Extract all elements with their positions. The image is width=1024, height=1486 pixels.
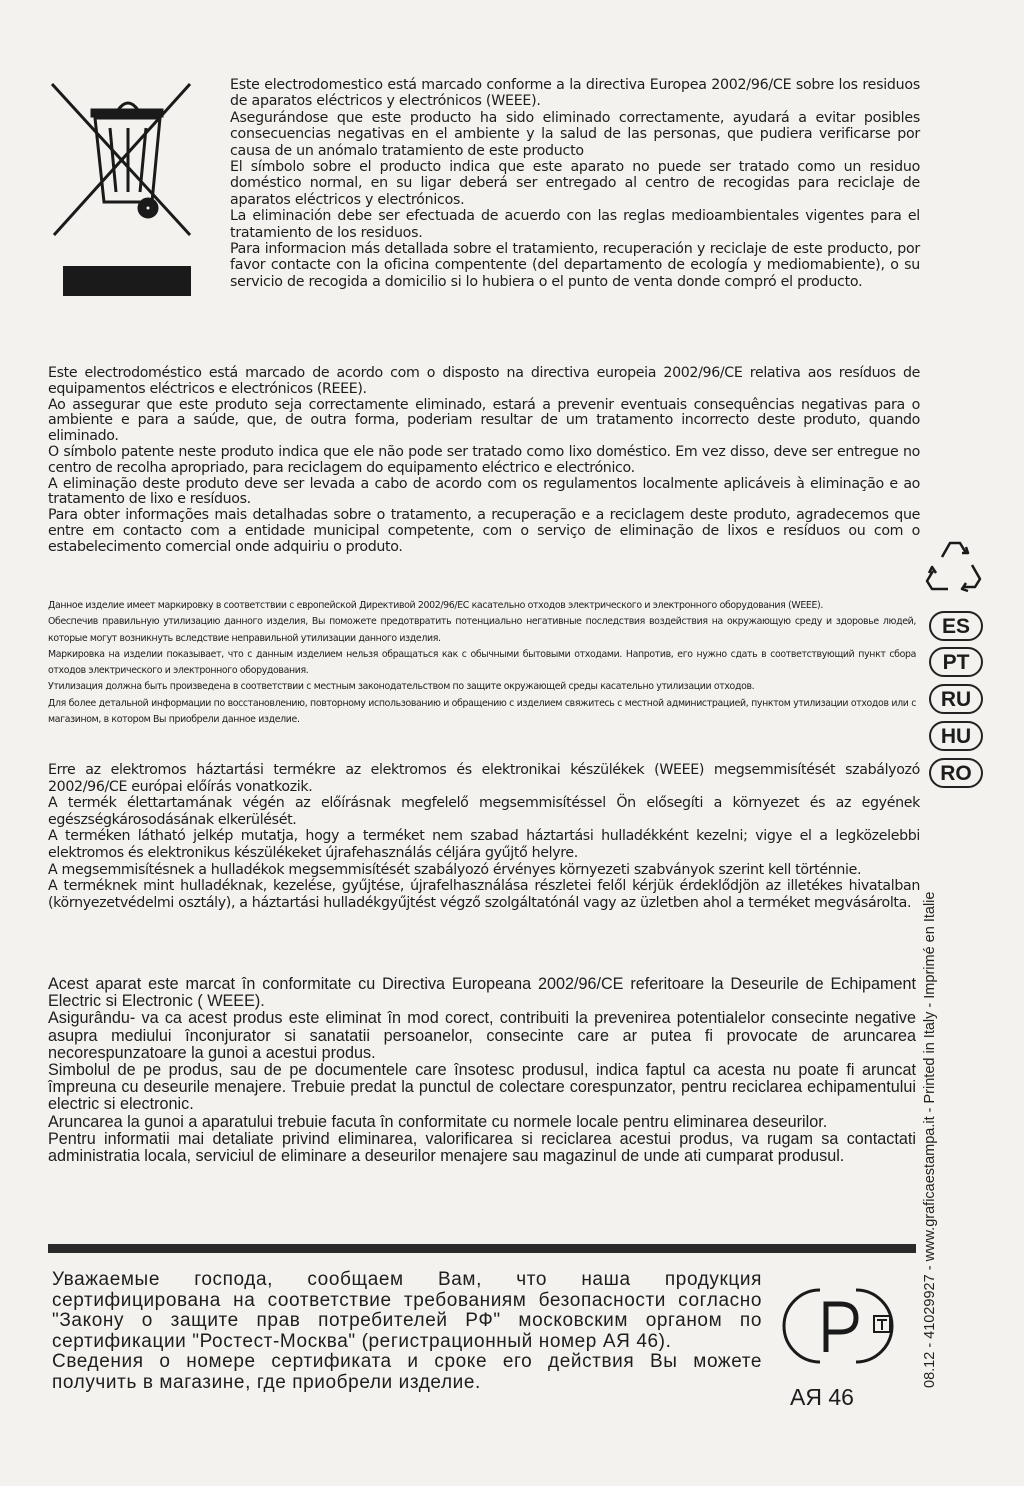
weee-black-bar [63, 266, 191, 296]
paragraph: Asigurându- va ca acest produs este eliminat în mod corect, contribuiti la prevenirea potentialelor consecinte negative asupra mediului înconjurator si sanatatii persoanelor, consecinte care ar putea fi provocate de aruncarea necorespunzatoare la gunoi a acestui produs. [48, 1009, 916, 1062]
paragraph: Aruncarea la gunoi a aparatului trebuie facuta în conformitate cu normele locale pentru eliminarea deseurilor. [48, 1112, 828, 1131]
print-info: 08.12 - 41029927 - www.graficaestampa.it - Printed in Italy - Imprimé en Italie [922, 891, 938, 1388]
paragraph: La eliminación debe ser efectuada de acuerdo con las reglas medioambientales vigentes para el tratamiento de los residuos. [230, 208, 920, 241]
crossed-out-wheelie-bin-icon [48, 80, 198, 240]
paragraph: Para obter informações mais detalhadas sobre o tratamento, a recuperação e a reciclagem deste produto, agradecemos que entre em contacto com a entidade municipal competente, com o serviço de eliminação de lixos e resíduos ou com o estabelecimento comercial onde adquiriu o produto. [48, 507, 920, 555]
pct-certification-mark-icon [778, 1282, 898, 1372]
section-ro [48, 976, 916, 1165]
paragraph: A eliminação deste produto deve ser levada a cabo de acordo com os regulamentos localmente aplicáveis à eliminação e ao tratamento de lixo e resíduos. [48, 475, 920, 508]
paragraph: A termék élettartamának végén az előírásnak megfelelő megsemmisítéssel Ön elősegíti a környezet és az egyének egészségkárosodásának elkerülését. [48, 795, 920, 828]
section-es [230, 77, 920, 290]
language-badge-hu: HU [929, 721, 983, 751]
paragraph: Ao assegurar que este produto seja correctamente eliminado, estará a prevenir eventuais consequências negativas para o ambiente e para a saúde, que, de outra forma, poderiam resultar de um tratamento incorrecto deste produto, quando eliminado. [48, 396, 920, 445]
language-badge-pt: PT [929, 647, 983, 677]
divider [48, 1244, 916, 1253]
paragraph: Asegurándose que este producto ha sido eliminado correctamente, ayudará a evitar posibles consecuencias negativas en el ambiente y la salud de las personas, que pudiera verificarse por causa de un anómalo tratamiento de este producto [230, 109, 920, 159]
paragraph: Erre az elektromos háztartási termékre az elektromos és elektronikai készülékek (WEEE) megsemmisítését szabályozó 2002/96/CE európai előírás vonatkozik. [48, 762, 920, 795]
paragraph: Для более детальной информации по восстановлению, повторному использованию и обращению с изделием свяжитесь с местной администрацией, пунктом утилизации отходов или с магазином, в котором Вы приобрели данное изделие. [48, 697, 916, 726]
paragraph: A terméknek mint hulladéknak, kezelése, gyűjtése, újrafelhasználása részletei felől kérjük érdeklődjön az illetékes hivatalban (környezetvédelmi osztály), a háztartási hulladékgyűjtést végző szolgáltatónál vagy az üzletben ahol a terméket megvásárolta. [48, 878, 920, 911]
paragraph: A terméken látható jelkép mutatja, hogy a terméket nem szabad háztartási hulladékként kezelni; vigye el a legközelebbi elektromos és elektronikus készülékeket újrafehasználás céljára gyűjtő helyre. [48, 828, 920, 861]
paragraph: A megsemmisítésnek a hulladékok megsemmisítését szabályozó érvényes környezeti szabványok szerint kell történnie. [48, 861, 862, 878]
paragraph: Уважаемые господа, сообщаем Вам, что наша продукция сертифицирована на соответствие требованиям безопасности согласно "Закону о защите прав потребителей РФ" московским органом по сертификации "Ростест-Москва" (регистрационный номер АЯ 46). [52, 1269, 762, 1352]
section-ru [48, 598, 916, 728]
language-badge-ro: RO [929, 758, 983, 788]
paragraph: Маркировка на изделии показывает, что с данным изделием нельзя обращаться как с обычными бытовыми отходами. Напротив, его нужно сдать в соответствующий пункт сбора отходов электрического и электронного оборудования. [48, 648, 916, 677]
paragraph: Утилизация должна быть произведена в соответствии с местным законодательством по защите окружающей среды касательно утилизации отходов. [48, 681, 755, 693]
language-badge-ru: RU [929, 684, 983, 714]
paragraph: Simbolul de pe produs, sau de pe documentele care însotesc produsul, indica faptul ca acesta nu poate fi aruncat împreuna cu deseurile menajere. Trebuie predat la punctul de colectare corespunzator, pentru reciclarea echipamentului electric si electronic. [48, 1061, 916, 1114]
paragraph: O símbolo patente neste produto indica que ele não pode ser tratado como lixo doméstico. Em vez disso, deve ser entregue no centro de recolha apropriado, para reciclagem do equipamento eléctrico e electrónico. [48, 443, 920, 476]
paragraph: Este electrodoméstico está marcado de acordo com o disposto na directiva europeia 2002/96/CE relativa aos resíduos de equipamentos eléctricos e electrónicos (REEE). [48, 365, 920, 397]
language-badge-es: ES [929, 611, 983, 641]
recycle-icon [920, 535, 986, 601]
section-pt [48, 366, 920, 556]
paragraph: Para informacion más detallada sobre el tratamiento, recuperación y reciclaje de este producto, por favor contacte con la oficina compentente (del departamento de ecología y mediomabiente), o su servicio de recogida a domicilio si lo hubiera o el punto de venta donde compró el producto. [230, 241, 920, 290]
certification-code: АЯ 46 [790, 1384, 854, 1410]
paragraph: El símbolo sobre el producto indica que este aparato no puede ser tratado como un residuo doméstico normal, en su ligar deberá ser entregado al centro de recogidas para reciclaje de aparatos eléctricos y electrónicos. [230, 159, 920, 208]
paragraph: Обеспечив правильную утилизацию данного изделия, Вы поможете предотвратить потенциально негативные последствия воздействия на окружающую среду и здоровье людей, которые могут возникнуть вследствие неправильной утилизации данного изделия. [48, 616, 916, 644]
section-hu [48, 762, 920, 911]
paragraph: Este electrodomestico está marcado conforme a la directiva Europea 2002/96/CE sobre los residuos de aparatos eléctricos y electrónicos (WEEE). [230, 77, 920, 110]
paragraph: Данное изделие имеет маркировку в соответствии с европейской Директивой 2002/96/ЕС касательно отходов электрического и электронного оборудования (WEEE). [48, 600, 823, 611]
paragraph: Pentru informatii mai detaliate privind eliminarea, valorificarea si reciclarea acestui produs, va rugam sa contactati administratia locala, serviciul de eliminare a deseurilor menajere sau magazinul de unde ati cumparat produsul. [48, 1129, 916, 1166]
paragraph: Acest aparat este marcat în conformitate cu Directiva Europeana 2002/96/CE referitoare la Deseurile de Echipament Electric si Electronic ( WEEE). [48, 975, 916, 1011]
section-ru-certification [52, 1270, 762, 1393]
paragraph: Сведения о номере сертификата и сроке его действия Вы можете получить в магазине, где приобрели изделие. [52, 1351, 762, 1393]
